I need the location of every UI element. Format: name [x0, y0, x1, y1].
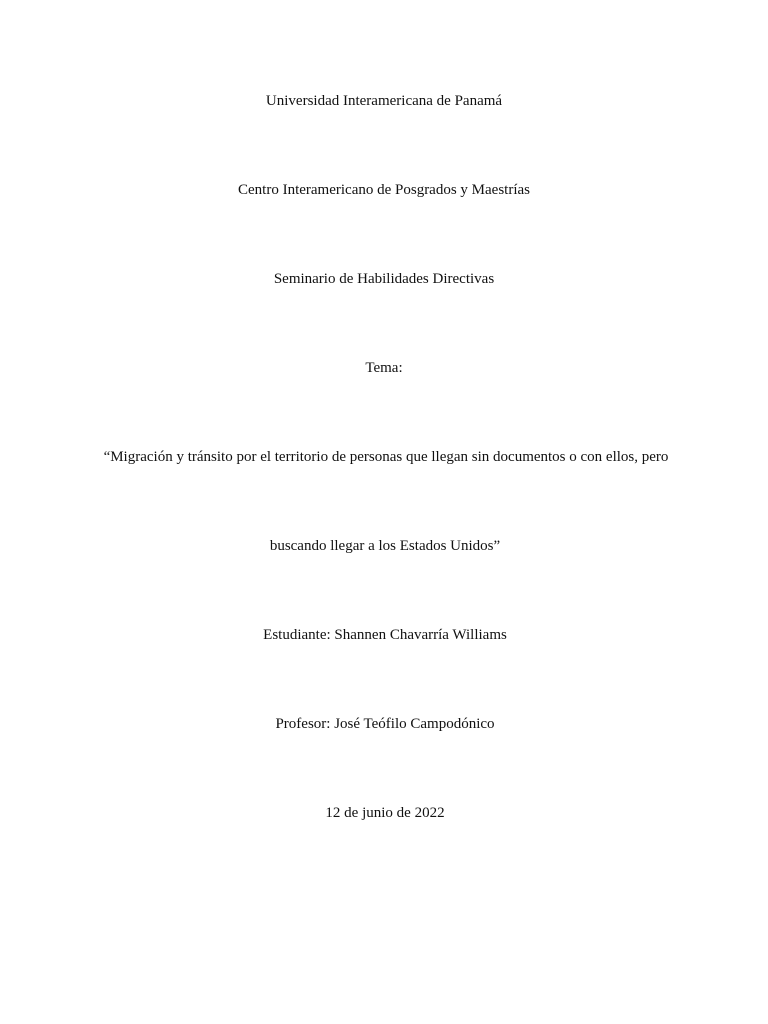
professor-name: Profesor: José Teófilo Campodónico: [275, 716, 495, 732]
center-name: Centro Interamericano de Posgrados y Maestrías: [238, 182, 530, 198]
university-name: Universidad Interamericana de Panamá: [265, 93, 503, 109]
topic-title-line-1: “Migración y tránsito por el territorio de personas que llegan sin documentos o con ellos, pero: [103, 449, 669, 465]
seminar-name: Seminario de Habilidades Directivas: [273, 271, 495, 287]
student-name: Estudiante: Shannen Chavarría Williams: [263, 627, 507, 643]
document-date: 12 de junio de 2022: [325, 805, 445, 821]
topic-label: Tema:: [365, 360, 403, 376]
topic-title-line-2: buscando llegar a los Estados Unidos”: [269, 538, 501, 554]
